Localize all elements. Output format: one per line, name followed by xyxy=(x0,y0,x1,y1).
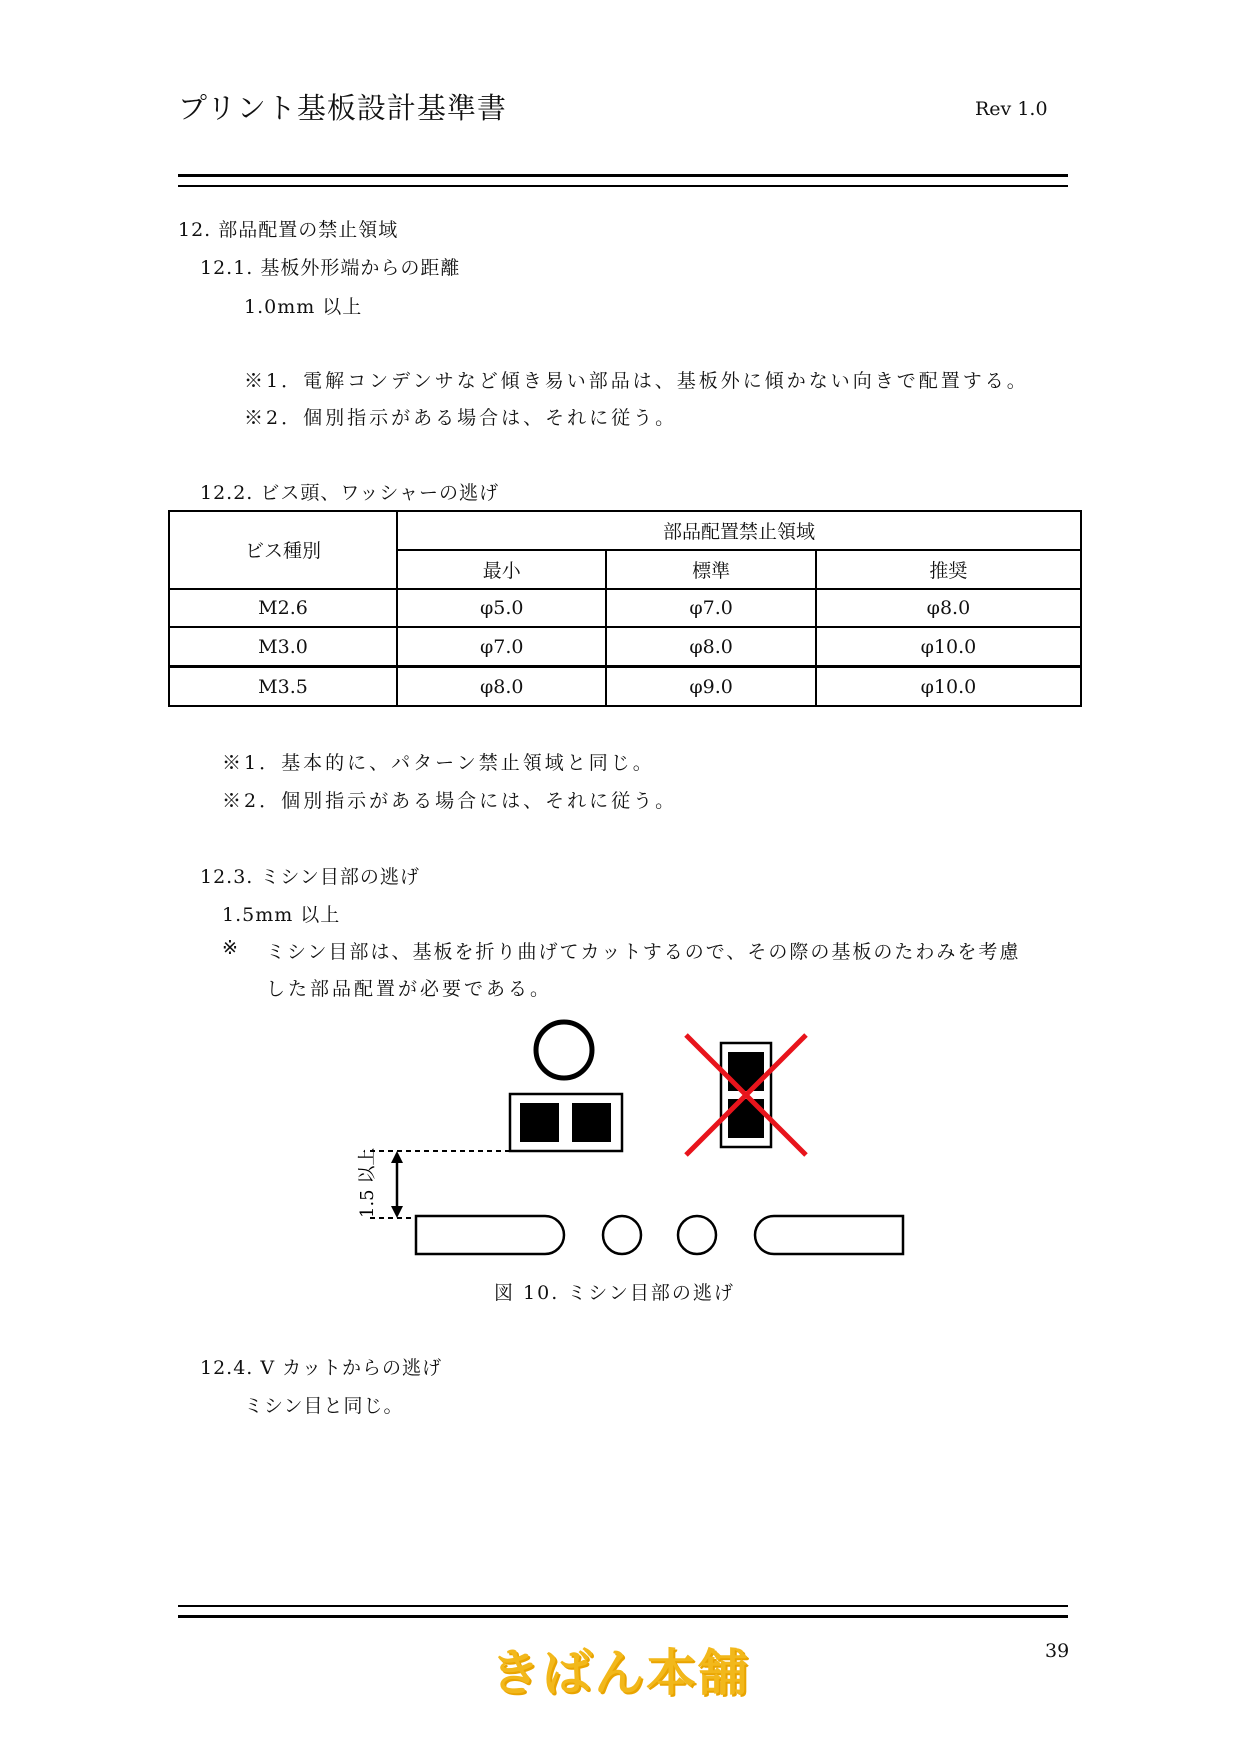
perforation-hole-1 xyxy=(603,1216,641,1254)
revision-label: Rev 1.0 xyxy=(975,98,1048,120)
table-cell-type: M3.5 xyxy=(169,667,397,706)
subsection-12-3-note-line-1: ミシン目部は、基板を折り曲げてカットするので、その際の基板のたわみを考慮 xyxy=(266,941,1021,963)
document-title: プリント基板設計基準書 xyxy=(178,91,507,125)
chip-pad-right xyxy=(572,1103,611,1142)
section-heading: 12. 部品配置の禁止領域 xyxy=(178,219,399,241)
footer-rule-top xyxy=(178,1605,1068,1607)
subsection-12-3-note-mark: ※ xyxy=(222,937,241,959)
dimension-label: 1.5 以上 xyxy=(357,1147,378,1218)
table-row xyxy=(169,589,1081,628)
subsection-12-4-value: ミシン目と同じ。 xyxy=(244,1395,404,1417)
table-cell: φ8.0 xyxy=(816,589,1081,628)
table-cell: φ7.0 xyxy=(606,589,815,628)
table-cell: φ8.0 xyxy=(397,667,606,706)
table-cell-type: M2.6 xyxy=(169,589,397,628)
table-cell: φ10.0 xyxy=(816,627,1081,666)
subsection-12-2-note-1: ※1．基本的に、パターン禁止領域と同じ。 xyxy=(222,752,655,774)
subsection-12-1-value: 1.0mm 以上 xyxy=(244,296,363,318)
perforation-clearance-figure xyxy=(340,1015,920,1270)
table-header-min: 最小 xyxy=(397,550,606,589)
perforation-hole-2 xyxy=(678,1216,716,1254)
table-cell: φ8.0 xyxy=(606,627,815,666)
table-cell: φ5.0 xyxy=(397,589,606,628)
perforation-slot-right xyxy=(755,1216,903,1254)
subsection-12-3-note-line-2: した部品配置が必要である。 xyxy=(266,978,553,1000)
header-rule-bottom xyxy=(178,185,1068,187)
subsection-12-2-heading: 12.2. ビス頭、ワッシャーの逃げ xyxy=(200,482,500,504)
round-component-icon xyxy=(536,1022,592,1078)
subsection-12-1-note-2: ※2．個別指示がある場合は、それに従う。 xyxy=(244,407,678,429)
footer-rule-bottom xyxy=(178,1615,1068,1618)
screw-clearance-table xyxy=(168,510,1082,707)
subsection-12-1-note-1: ※1．電解コンデンサなど傾き易い部品は、基板外に傾かない向きで配置する。 xyxy=(244,370,1029,392)
table-header-group: 部品配置禁止領域 xyxy=(397,511,1081,550)
table-header-screw-type: ビス種別 xyxy=(169,511,397,589)
page-number: 39 xyxy=(1045,1640,1070,1662)
table-row xyxy=(169,667,1081,706)
subsection-12-3-heading: 12.3. ミシン目部の逃げ xyxy=(200,866,420,888)
table-header-standard: 標準 xyxy=(606,550,815,589)
subsection-12-1-heading: 12.1. 基板外形端からの距離 xyxy=(200,257,461,279)
subsection-12-3-value: 1.5mm 以上 xyxy=(222,904,341,926)
subsection-12-4-heading: 12.4. V カットからの逃げ xyxy=(200,1357,442,1379)
table-header-recommended: 推奨 xyxy=(816,550,1081,589)
chip-pad-left xyxy=(520,1103,559,1142)
table-cell: φ7.0 xyxy=(397,627,606,666)
header-rule-top xyxy=(178,174,1068,177)
company-logo: きばん本舗 xyxy=(490,1644,750,1702)
dimension-arrow-up xyxy=(391,1151,403,1163)
figure-caption: 図 10. ミシン目部の逃げ xyxy=(494,1282,735,1304)
table-cell-type: M3.0 xyxy=(169,627,397,666)
table-row xyxy=(169,627,1081,666)
subsection-12-2-note-2: ※2．個別指示がある場合には、それに従う。 xyxy=(222,790,678,812)
table-cell: φ10.0 xyxy=(816,667,1081,706)
dimension-arrow-down xyxy=(391,1206,403,1218)
table-cell: φ9.0 xyxy=(606,667,815,706)
perforation-slot-left xyxy=(416,1216,564,1254)
